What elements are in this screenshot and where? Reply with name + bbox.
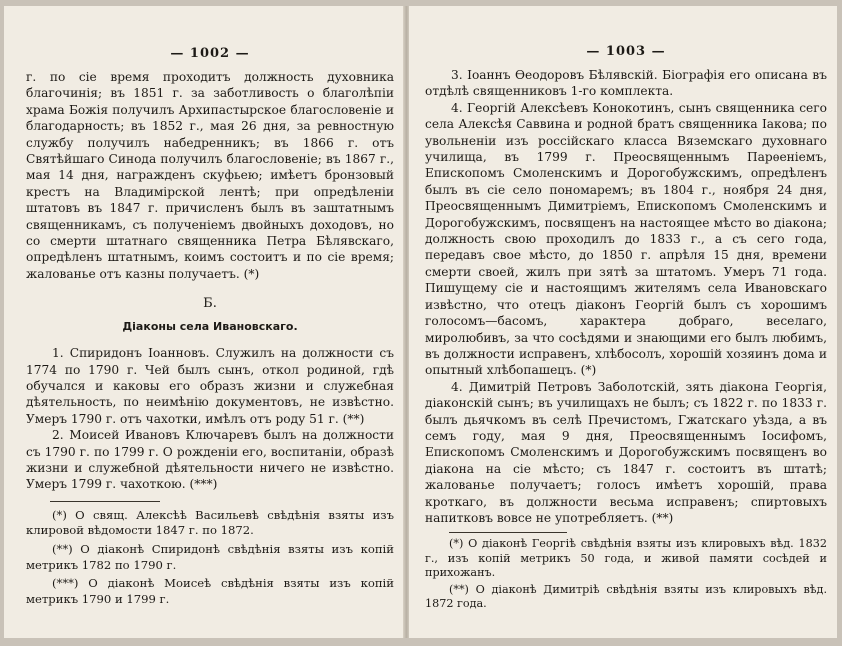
footnote: (***) О діаконѣ Моисеѣ свѣдѣнія взяты изъ копій метрикъ 1790 и 1799 г.	[26, 576, 394, 606]
section-title: Діаконы села Ивановскаго.	[122, 319, 298, 333]
left-page	[4, 6, 404, 638]
section-letter: Б.	[203, 296, 217, 312]
paragraph: 4. Димитрій Петровъ Заболотскій, зять діакона Георгія, діаконскій сынъ; въ училищахъ не былъ; съ 1822 г. по 1833 г. былъ дьячкомъ въ селѣ Пречистомъ, Гжатскаго уѣзда, а въ семъ году, мая 9 дня, Преосвященнымъ Іосифомъ, Епископомъ Смоленскимъ и Дорогобужскимъ посвященъ во діакона на сіе мѣсто; съ 1847 г. состоитъ въ штатѣ; жалованье получаетъ; голосъ имѣетъ хорошій, права кроткаго, въ должности весьма исправенъ; спиртовыхъ напитковъ вовсе не употребляетъ. (**)	[425, 379, 827, 525]
right-page	[409, 6, 837, 638]
page-number: — 1002 —	[170, 46, 250, 61]
footnote-divider	[449, 532, 567, 533]
paragraph: 4. Георгій Алексѣевъ Конокотинъ, сынъ священника сего села Алексѣя Саввина и родной братъ священника Іакова; по увольненіи изъ россійскаго класса Вяземскаго духовнаго училища, въ 1799 г. Преосвященнымъ Парѳеніемъ, Епископомъ Смоленскимъ и Дорогобужскимъ, опредѣленъ былъ въ сіе село пономаремъ; въ 1804 г., ноября 24 дня, Преосвященнымъ Димитріемъ, Епископомъ Смоленскимъ и Дорогобужскимъ, посвященъ на настоящее мѣсто во діакона; должность свою проходилъ до 1833 г., а съ сего года, передавъ свое мѣсто, до 1850 г. апрѣля 15 дня, времени смерти своей, жилъ при зятѣ за штатомъ. Умеръ 71 года. Пишущему сіе и настоящимъ жителямъ села Ивановскаго извѣстно, что отецъ діаконъ Георгій былъ съ хорошимъ голосомъ—басомъ, характера добраго, веселаго, миролюбивъ, за что сосѣдями и знающими его былъ любимъ, въ должности исправенъ, хлѣбосолъ, хорошій хозяинъ дома и опытный хлѣбопашецъ. (*)	[425, 100, 827, 378]
page-number: — 1003 —	[586, 44, 666, 59]
paragraph: г. по сіе время проходитъ должность духовника благочинія; въ 1851 г. за заботливость о благолѣпіи храма Божія получилъ Архипастырское благословеніе и благодарность; въ 1852 г., мая 26 дня, за ревностную службу получилъ набедренникъ; въ 1866 г. отъ Святѣйшаго Синода получилъ благословеніе; въ 1867 г., мая 14 дня, награжденъ скуфьею; имѣетъ бронзовый крестъ на Владимірской лентѣ; при опредѣленіи штатовъ въ 1847 г. причисленъ былъ въ заштатнымъ священникамъ, съ полученіемъ двойныхъ доходовъ, но со смерти штатнаго священника Петра Бѣлявскаго, опредѣленъ штатнымъ, коимъ состоитъ и по сіе время; жалованье отъ казны получаетъ. (*)	[26, 70, 394, 281]
footnote-divider	[50, 501, 160, 502]
paragraph: 1. Спиридонъ Іоанновъ. Служилъ на должности съ 1774 по 1790 г. Чей былъ сынъ, откол родиной, гдѣ обучался и каковы его образъ жизни и служебная дѣятельность, по неимѣнію документовъ, не извѣстно. Умеръ 1790 г. отъ чахотки, имѣлъ отъ роду 51 г. (**)	[26, 346, 394, 426]
footnote: (**) О діаконѣ Димитріѣ свѣдѣнія взяты изъ клировыхъ вѣд. 1872 года.	[425, 582, 827, 610]
footnote: (*) О діаконѣ Георгіѣ свѣдѣнія взяты изъ клировыхъ вѣд. 1832 г., изъ копій метрикъ 50 года, и живой памяти сосѣдей и прихожанъ.	[425, 537, 827, 580]
footnote: (*) О свящ. Алексѣѣ Васильевѣ свѣдѣнія взяты изъ клировой вѣдомости 1847 г. по 1872.	[26, 507, 394, 538]
paragraph: 2. Моисей Ивановъ Ключаревъ былъ на должности съ 1790 г. по 1799 г. О рожденіи его, воспитаніи, образѣ жизни и служебной дѣятельности ничего не извѣстно. Умеръ 1799 г. чахоткою. (***)	[26, 428, 394, 492]
paragraph: 3. Іоаннъ Ѳеодоровъ Бѣлявскій. Біографія его описана въ отдѣлѣ священниковъ 1-го комплекта.	[425, 68, 827, 99]
footnote: (**) О діаконѣ Спиридонѣ свѣдѣнія взяты изъ копій метрикъ 1782 по 1790 г.	[26, 541, 394, 572]
